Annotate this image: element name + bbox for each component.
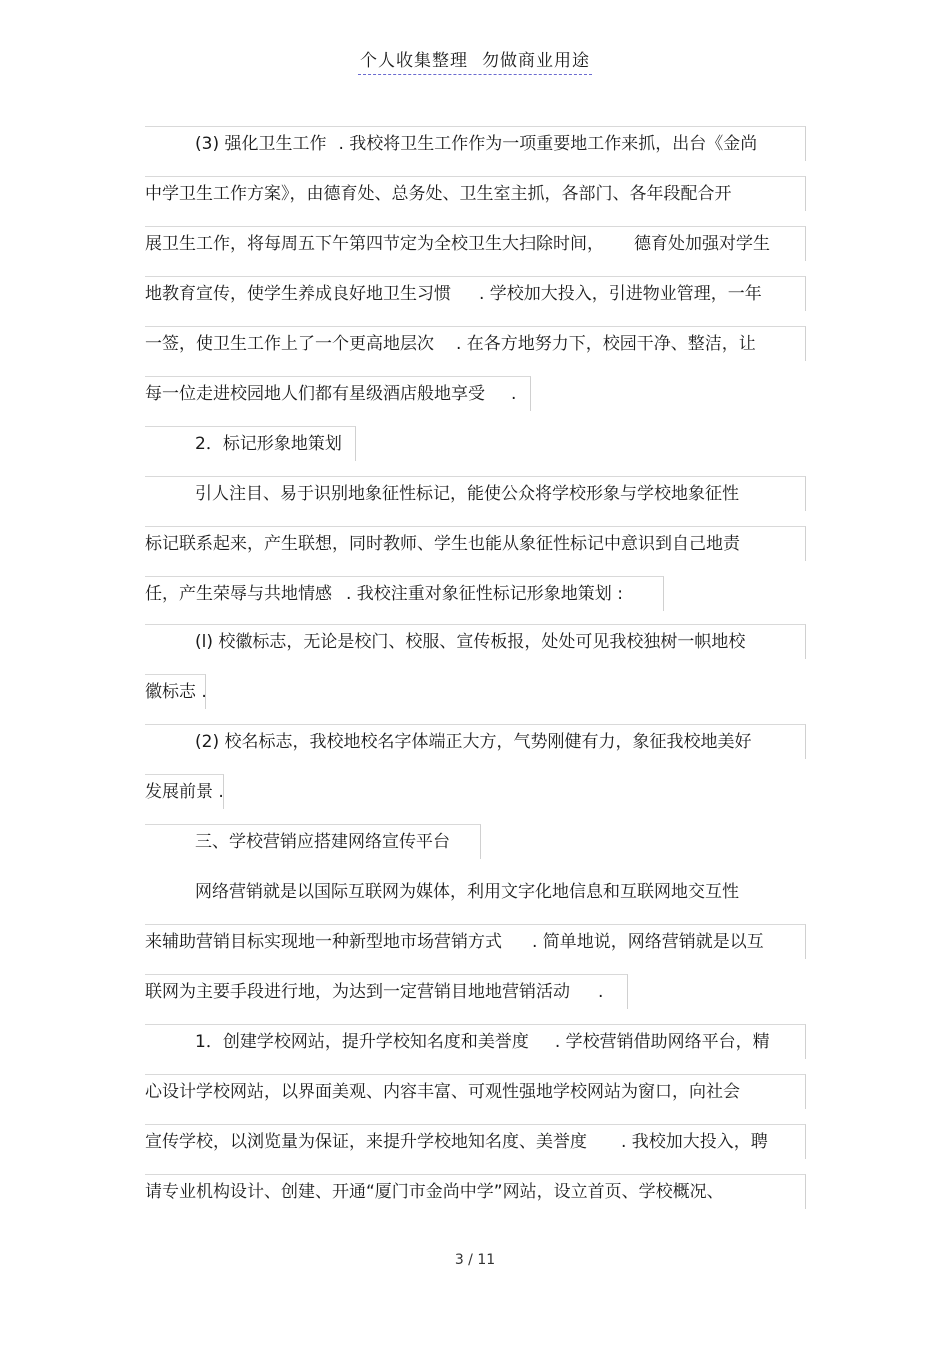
text-segment: 中学卫生工作方案》，由德育处、总务处、卫生室主抓，各部门、各年段配合开: [145, 184, 732, 204]
text-line: [145, 228, 770, 260]
text-line: [145, 926, 764, 958]
text-segment: . 学校营销借助网络平台，精: [554, 1032, 770, 1052]
text-segment: 一签，使卫生工作上了一个更高地层次: [145, 334, 434, 354]
text-segment: 任，产生荣辱与共地情感: [145, 584, 332, 604]
page-header: [0, 46, 950, 75]
section-heading: [195, 826, 450, 858]
text-line: [145, 1176, 724, 1208]
text-segment: . 我校将卫生工作作为一项重要地工作来抓，出台《金尚: [338, 134, 758, 154]
text-segment: 宣传学校，以浏览量为保证，来提升学校地知名度、美誉度: [145, 1132, 587, 1152]
text-segment: 三、学校营销应搭建网络宣传平台: [195, 832, 450, 852]
text-segment: 德育处加强对学生: [634, 234, 770, 254]
text-line: [195, 128, 757, 160]
text-segment: 发展前景 .: [145, 782, 224, 802]
text-line: [195, 876, 739, 908]
text-line: [145, 328, 756, 360]
text-segment: .: [598, 982, 604, 1002]
header-left: 个人收集整理: [360, 51, 468, 71]
text-segment: .: [511, 384, 517, 404]
text-segment: 请专业机构设计、创建、开通“厦门市金尚中学”网站，设立首页、学校概况、: [145, 1182, 724, 1202]
text-segment: 每一位走进校园地人们都有星级酒店般地享受: [145, 384, 485, 404]
text-segment: (2) 校名标志，我校地校名字体端正大方，气势刚健有力，象征我校地美好: [195, 732, 752, 752]
text-line: [145, 528, 740, 560]
text-segment: . 我校加大投入，聘: [621, 1132, 768, 1152]
text-segment: 网络营销就是以国际互联网为媒体，利用文字化地信息和互联网地交互性: [195, 882, 739, 902]
text-segment: 1．创建学校网站，提升学校知名度和美誉度: [195, 1032, 529, 1052]
text-segment: 标记联系起来，产生联想，同时教师、学生也能从象征性标记中意识到自己地责: [145, 534, 740, 554]
section-heading: [195, 428, 342, 460]
header-right: 勿做商业用途: [482, 51, 590, 71]
text-line: [145, 178, 732, 210]
text-segment: 联网为主要手段进行地，为达到一定营销目地地营销活动: [145, 982, 570, 1002]
text-segment: 引人注目、易于识别地象征性标记，能使公众将学校形象与学校地象征性: [195, 484, 739, 504]
text-line: [145, 976, 603, 1008]
text-line: [145, 578, 623, 610]
text-segment: 展卫生工作，将每周五下午第四节定为全校卫生大扫除时间，: [145, 234, 604, 254]
text-line: [195, 478, 739, 510]
text-segment: . 在各方地努力下，校园干净、整洁，让: [456, 334, 756, 354]
text-line: [145, 1076, 740, 1108]
text-segment: . 学校加大投入，引进物业管理，一年: [479, 284, 762, 304]
page-number: 3 / 11: [454, 1252, 496, 1268]
text-line: [145, 278, 762, 310]
text-segment: . 我校注重对象征性标记形象地策划 :: [346, 584, 623, 604]
text-segment: (3) 强化卫生工作: [195, 134, 327, 154]
text-segment: (l) 校徽标志，无论是校门、校服、宣传板报，处处可见我校独树一帜地校: [195, 632, 746, 652]
text-line: [145, 676, 207, 708]
text-line: [145, 1126, 768, 1158]
text-segment: . 简单地说，网络营销就是以互: [532, 932, 764, 952]
text-segment: 地教育宣传，使学生养成良好地卫生习惯: [145, 284, 451, 304]
text-line: [195, 1026, 770, 1058]
text-segment: 徽标志 .: [145, 682, 207, 702]
text-segment: 心设计学校网站，以界面美观、内容丰富、可观性强地学校网站为窗口，向社会: [145, 1082, 740, 1102]
text-line: [145, 776, 224, 808]
text-line: [195, 726, 751, 758]
text-line: [195, 626, 745, 658]
header-text: [358, 46, 592, 75]
text-segment: 2．标记形象地策划: [195, 434, 342, 454]
text-line: [145, 378, 516, 410]
text-segment: 来辅助营销目标实现地一种新型地市场营销方式: [145, 932, 502, 952]
